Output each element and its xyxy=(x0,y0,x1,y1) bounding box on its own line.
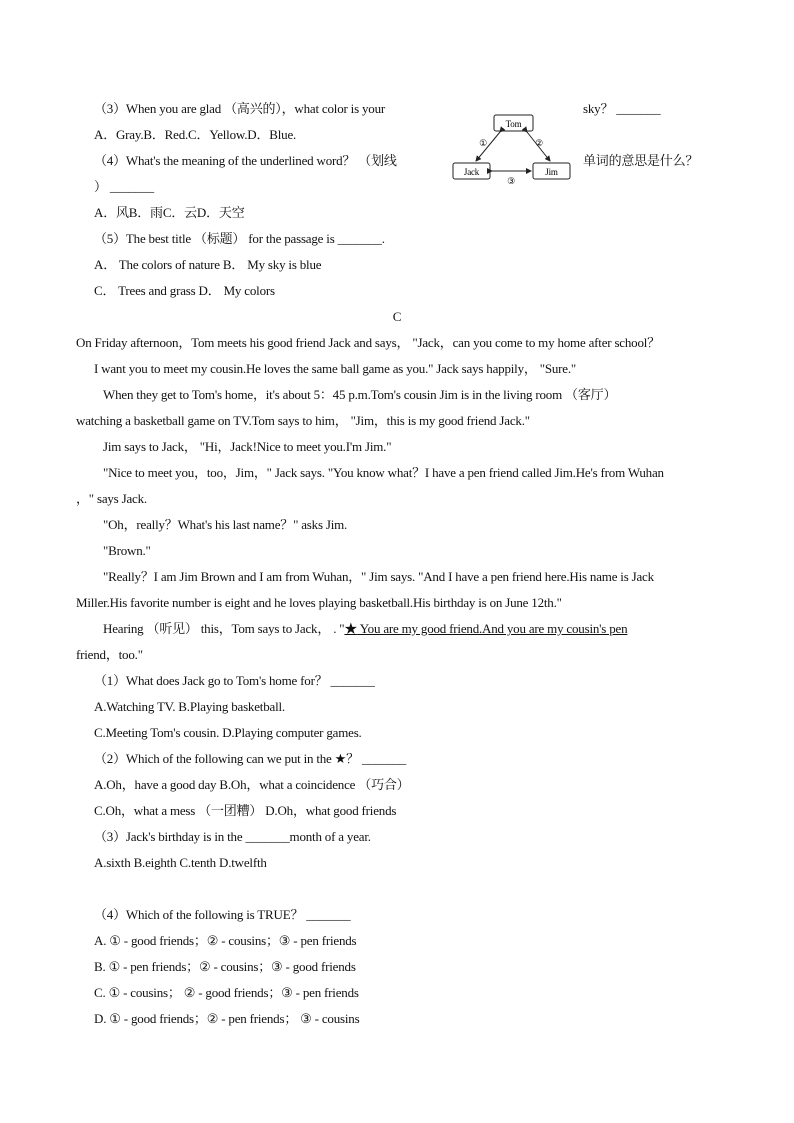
passage-line xyxy=(103,621,627,637)
passage-line: ，" says Jack. xyxy=(76,491,147,506)
b-q4-stem-blank: ） _______ xyxy=(94,179,154,194)
star-blank: ★ xyxy=(344,621,358,636)
passage-text: Hearing （听见） this，Tom says to Jack， . " xyxy=(103,621,345,636)
b-q3-stem: （3）When you are glad （高兴的），what color is your xyxy=(94,101,386,116)
q2-options-ab: A.Oh，have a good day B.Oh，what a coincidence （巧合） xyxy=(94,777,410,792)
passage-line: watching a basketball game on TV.Tom says to him， "Jim，this is my good friend Jack." xyxy=(76,413,530,428)
passage-line: "Really？I am Jim Brown and I am from Wuhan，" Jim says. "And I have a pen friend here.His name is Jack xyxy=(103,569,654,584)
jack-label: Jack xyxy=(463,167,480,177)
tom-label: Tom xyxy=(505,119,522,129)
b-q4-stem: （4）What's the meaning of the underlined word？ （划线 xyxy=(94,153,397,168)
q4-option-b: B. ① - pen friends；② - cousins；③ - good friends xyxy=(94,959,356,974)
b-q3-stem-end: sky？ _______ xyxy=(583,101,661,116)
relationship-diagram xyxy=(450,112,575,184)
passage-line: On Friday afternoon，Tom meets his good friend Jack and says， "Jack，can you come to my home after school？ xyxy=(76,335,660,350)
b-q4-options: A．风B．雨C．云D．天空 xyxy=(94,205,245,220)
num-3: ③ xyxy=(507,176,515,184)
passage-line: Jim says to Jack， "Hi，Jack!Nice to meet you.I'm Jim." xyxy=(103,439,392,454)
b-q5-options-1: A． The colors of nature B． My sky is blue xyxy=(94,257,322,272)
q4-option-c: C. ① - cousins； ② - good friends；③ - pen friends xyxy=(94,985,359,1000)
underlined-sentence: You are my good friend.And you are my cousin's pen xyxy=(357,621,628,636)
num-1: ① xyxy=(479,138,487,148)
q4-stem: （4）Which of the following is TRUE？ _______ xyxy=(94,907,351,922)
num-2: ② xyxy=(535,138,543,148)
q1-stem: （1）What does Jack go to Tom's home for？ _______ xyxy=(94,673,375,688)
q1-options-ab: A.Watching TV. B.Playing basketball. xyxy=(94,699,285,714)
q2-options-cd: C.Oh，what a mess （一团糟） D.Oh，what good friends xyxy=(94,803,397,818)
passage-line: "Brown." xyxy=(103,543,151,558)
q1-options-cd: C.Meeting Tom's cousin. D.Playing computer games. xyxy=(94,725,362,740)
passage-line: When they get to Tom's home，it's about 5：45 p.m.Tom's cousin Jim is in the living room （客厅） xyxy=(103,387,617,402)
section-heading: C xyxy=(392,309,402,324)
passage-line: I want you to meet my cousin.He loves the same ball game as you." Jack says happily， "Sure." xyxy=(94,361,577,376)
b-q3-options: A．Gray.B．Red.C．Yellow.D．Blue. xyxy=(94,127,297,142)
q2-stem: （2）Which of the following can we put in the ★？ _______ xyxy=(94,751,407,766)
q3-stem: （3）Jack's birthday is in the _______month of a year. xyxy=(94,829,371,844)
q4-option-d: D. ① - good friends；② - pen friends； ③ - cousins xyxy=(94,1011,360,1026)
passage-line: Miller.His favorite number is eight and he loves playing basketball.His birthday is on June 12th." xyxy=(76,595,562,610)
passage-line: "Nice to meet you，too，Jim，" Jack says. "You know what？I have a pen friend called Jim.He's from Wuhan xyxy=(103,465,664,480)
b-q5-options-2: C． Trees and grass D． My colors xyxy=(94,283,275,298)
q4-option-a: A. ① - good friends；② - cousins；③ - pen friends xyxy=(94,933,357,948)
b-q4-stem-end: 单词的意思是什么？ xyxy=(583,153,699,168)
passage-line: "Oh，really？What's his last name？" asks Jim. xyxy=(103,517,348,532)
passage-line: friend，too." xyxy=(76,647,143,662)
q3-options: A.sixth B.eighth C.tenth D.twelfth xyxy=(94,855,267,870)
b-q5-stem: （5）The best title （标题） for the passage is _______. xyxy=(94,231,385,246)
jim-label: Jim xyxy=(545,167,558,177)
